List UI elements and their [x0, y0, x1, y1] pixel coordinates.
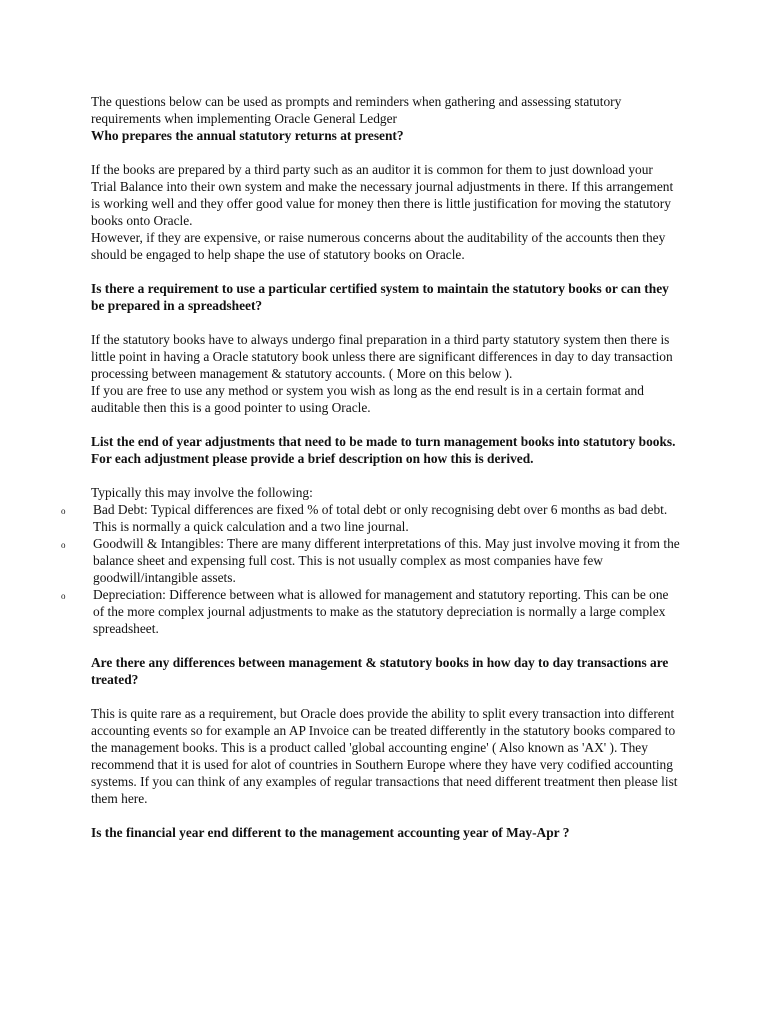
list-item — [61, 501, 681, 535]
spacer — [91, 688, 681, 705]
list-item-text: Bad Debt: Typical differences are fixed % of total debt or only recognising debt over 6 months as bad debt. This is normally a quick calculation and a two line journal. — [93, 502, 668, 534]
spacer — [91, 807, 681, 824]
answer-2-paragraph-2: If you are free to use any method or system you wish as long as the end result is in a certain format and auditable then this is a good pointer to using Oracle. — [91, 383, 644, 415]
spacer — [91, 467, 681, 484]
answer-2-paragraph-1: If the statutory books have to always undergo final preparation in a third party statutory system then there is little point in having a Oracle statutory book unless there are significant differences in day to day transaction processing between management & statutory accounts. ( More on this below ). — [91, 332, 673, 381]
spacer — [91, 637, 681, 654]
question-3: List the end of year adjustments that need to be made to turn management books into statutory books. For each adjustment please provide a brief description on how this is derived. — [91, 434, 676, 466]
answer-3-lead: Typically this may involve the following: — [91, 485, 313, 500]
answer-1-paragraph-1: If the books are prepared by a third party such as an auditor it is common for them to just download your Trial Balance into their own system and make the necessary journal adjustments in there. If this arrangement is working well and they offer good value for money then there is little justification for moving the statutory books onto Oracle. — [91, 162, 674, 228]
question-2: Is there a requirement to use a particular certified system to maintain the statutory books or can they be prepared in a spreadsheet? — [91, 281, 669, 313]
bullet-icon: o — [61, 506, 66, 516]
spacer — [91, 263, 681, 280]
document-page — [61, 93, 681, 841]
bullet-icon: o — [61, 591, 66, 601]
list-item-text: Depreciation: Difference between what is allowed for management and statutory reporting. This can be one of the more complex journal adjustments to make as the statutory depreciation is normally a large complex spreadsheet. — [93, 587, 669, 636]
list-item — [61, 535, 681, 586]
adjustment-list — [61, 501, 681, 637]
answer-4-paragraph-1: This is quite rare as a requirement, but Oracle does provide the ability to split every transaction into different accounting events so for example an AP Invoice can be treated differently in the statutory books compared to the management books. This is a product called 'global accounting engine' ( Also known as 'AX' ). They recommend that it is used for alot of countries in Southern Europe where they have very codified accounting systems. If you can think of any examples of regular transactions that need different treatment then please list them here. — [91, 706, 678, 806]
question-1: Who prepares the annual statutory returns at present? — [91, 128, 404, 143]
spacer — [91, 144, 681, 161]
bullet-icon: o — [61, 540, 66, 550]
list-item-text: Goodwill & Intangibles: There are many different interpretations of this. May just involve moving it from the balance sheet and expensing full cost. This is not usually complex as most companies have few goodwill/intangible assets. — [93, 536, 680, 585]
intro-text: The questions below can be used as prompts and reminders when gathering and assessing statutory requirements when implementing Oracle General Ledger — [91, 94, 622, 126]
spacer — [91, 314, 681, 331]
question-5: Is the financial year end different to the management accounting year of May-Apr ? — [91, 825, 570, 840]
list-item — [61, 586, 681, 637]
spacer — [91, 416, 681, 433]
question-4: Are there any differences between management & statutory books in how day to day transactions are treated? — [91, 655, 669, 687]
answer-1-paragraph-2: However, if they are expensive, or raise numerous concerns about the auditability of the accounts then they should be engaged to help shape the use of statutory books on Oracle. — [91, 230, 666, 262]
